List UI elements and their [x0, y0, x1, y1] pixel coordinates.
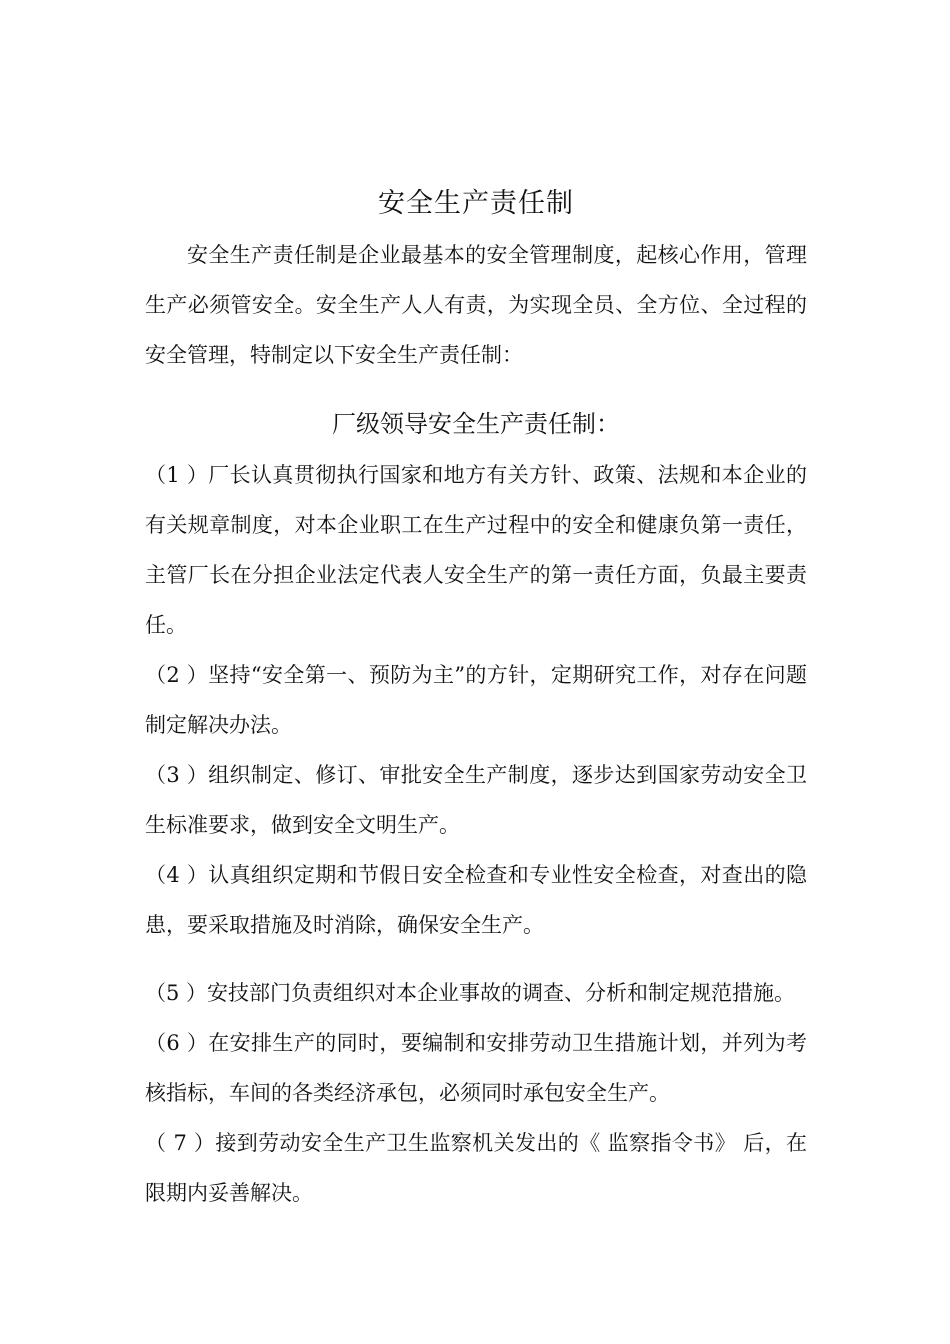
section-title: 厂级领导安全生产责任制：: [332, 410, 620, 438]
document-body: [145, 178, 807, 1218]
list-item-6: （6 ）在安排生产的同时，要编制和安排劳动卫生措施计划，并列为考核指标，车间的各类经济承包，必须同时承包安全生产。: [145, 1031, 807, 1105]
list-item-3: （3 ）组织制定、修订、审批安全生产制度，逐步达到国家劳动安全卫生标准要求，做到安全文明生产。: [145, 763, 807, 837]
list-item-4: （4 ）认真组织定期和节假日安全检查和专业性安全检查，对查出的隐患，要采取措施及时消除，确保安全生产。: [145, 863, 807, 937]
list-item-1: （1 ）厂长认真贯彻执行国家和地方有关方针、政策、法规和本企业的有关规章制度，对本企业职工在生产过程中的安全和健康负第一责任，主管厂长在分担企业法定代表人安全生产的第一责任方面，负最主要责任。: [145, 463, 807, 637]
list-item-5: （5 ）安技部门负责组织对本企业事故的调查、分析和制定规范措施。: [145, 981, 796, 1005]
list-item-2: （2 ）坚持“安全第一、预防为主”的方针，定期研究工作，对存在问题制定解决办法。: [145, 663, 807, 737]
document-title: 安全生产责任制: [378, 188, 574, 219]
list-item-7: （ 7 ）接到劳动安全生产卫生监察机关发出的《 监察指令书》 后，在限期内妥善解决。: [145, 1131, 807, 1205]
intro-paragraph: 安全生产责任制是企业最基本的安全管理制度，起核心作用，管理生产必须管安全。安全生产人人有责，为实现全员、全方位、全过程的安全管理，特制定以下安全生产责任制：: [145, 243, 807, 367]
